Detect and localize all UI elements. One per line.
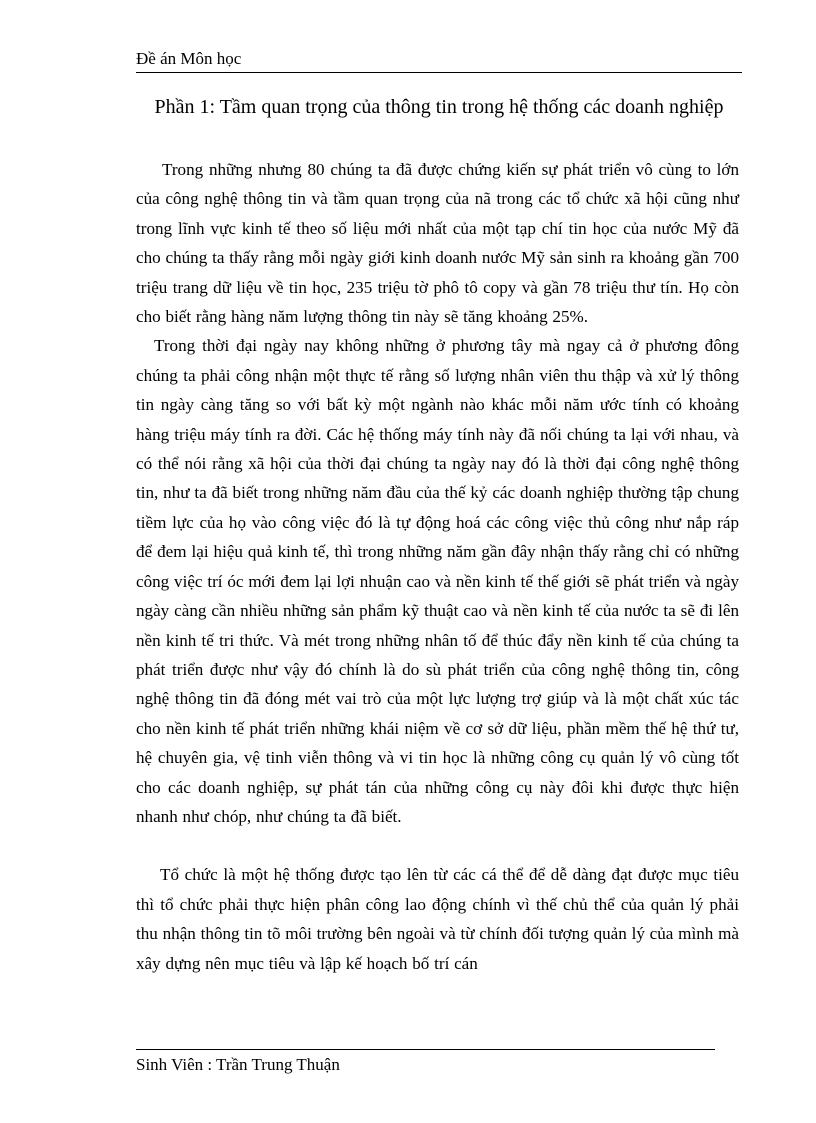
page-footer: Sinh Viên : Trần Trung Thuận [136,1055,340,1074]
footer-divider [136,1049,715,1050]
page-header: Đề án Môn học [136,48,742,73]
paragraph: Trong những nhưng 80 chúng ta đã được chứng kiến sự phát triển vô cùng to lớn của công nghệ thông tin và tầm quan trọng của nã trong các tổ chức xã hội cũng như trong lĩnh vực kinh tế theo số liệu mới nhất của một tạp chí tin học của nước Mỹ đã cho chúng ta thấy rằng mỗi ngày giới kinh doanh nước Mỹ sản sinh ra khoảng gần 700 triệu trang dữ liệu về tin học, 235 triệu tờ phô tô copy và gần 78 triệu thư tín. Họ còn cho biết rằng hàng năm lượng thông tin này sẽ tăng khoảng 25%. [136,160,739,327]
body-text [136,155,739,978]
paragraph: Tổ chức là một hệ thống được tạo lên từ các cá thể để dễ dàng đạt được mục tiêu thì tổ chức phải thực hiện phân công lao động chính vì thế chủ thể của quản lý phải thu nhận thông tin tõ môi trường bên ngoài và từ chính đối tượng quản lý của mình mà xây dựng nên mục tiêu và lập kế hoạch bố trí cán [136,865,739,973]
paragraph: Trong thời đại ngày nay không những ở phương tây mà ngay cả ở phương đông chúng ta phải công nhận một thực tế rằng số lượng nhân viên thu thập và xử lý thông tin ngày càng tăng so với bất kỳ một ngành nào khác mỗi năm ước tính có khoảng hàng triệu máy tính ra đời. Các hệ thống máy tính này đã nối chúng ta lại với nhau, và có thể nói rằng xã hội của thời đại chúng ta ngày nay đó là thời đại công nghệ thông tin, như ta đã biết trong những năm đầu của thế kỷ các doanh nghiệp thường tập chung tiềm lực của họ vào công việc đó là tự động hoá các công việc thủ công như nắp ráp để đem lại hiệu quả kinh tế, thì trong những năm gần đây nhận thấy rằng chỉ có những công việc trí óc mới đem lại lợi nhuận cao và nền kinh tế thế giới sẽ phát triển và ngày ngày càng cần nhiều những sản phẩm kỹ thuật cao và nền kinh tế của nước ta sẽ đi lên nền kinh tế tri thức. Và mét trong những nhân tố để thúc đẩy nền kinh tế của chúng ta phát triển được như vậy đó chính là do sù phát triển của công nghệ thông tin, công nghệ thông tin đã đóng mét vai trò của một lực lượng trợ giúp và là một chất xúc tác cho nền kinh tế phát triển những khái niệm về cơ sở dữ liệu, phần mềm thế hệ thứ tư, hệ chuyên gia, vệ tinh viễn thông và vi tin học là những công cụ quản lý vô cùng tốt cho các doanh nghiệp, sự phát tán của những công cụ này đôi khi được thực hiện nhanh như chóp, như chúng ta đã biết. [136,336,739,826]
section-title: Phần 1: Tầm quan trọng của thông tin trong hệ thống các doanh nghiệp [154,96,724,118]
